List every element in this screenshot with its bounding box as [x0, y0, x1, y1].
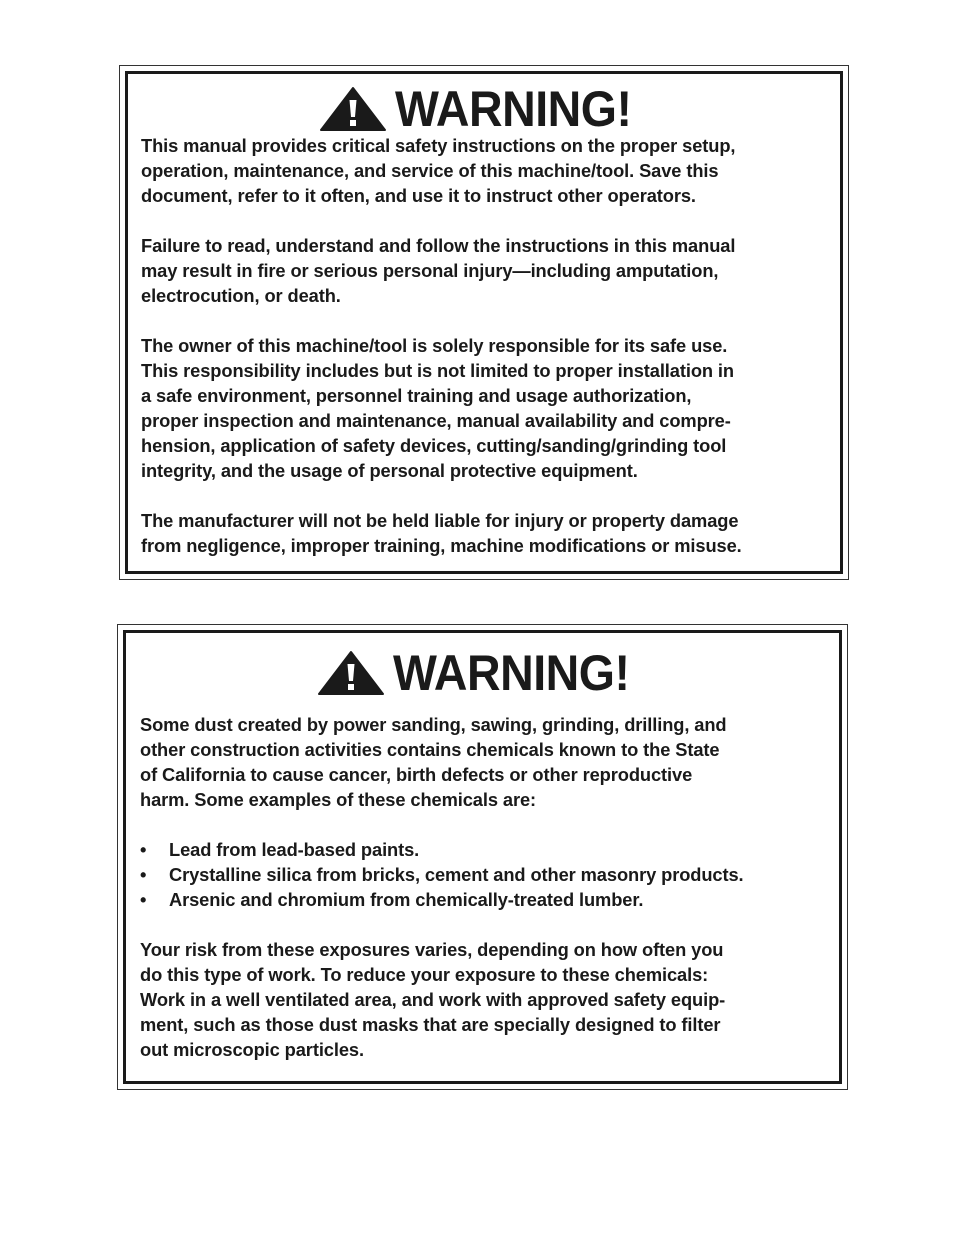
- text-line: from negligence, improper training, machine modifications or misuse.: [141, 535, 742, 556]
- bullet-icon: •: [140, 839, 147, 860]
- warning-triangle-icon: [319, 86, 387, 132]
- text-line: harm. Some examples of these chemicals are:: [140, 789, 537, 810]
- text-line: other construction activities contains chemicals known to the State: [140, 739, 720, 760]
- paragraph: [141, 508, 742, 558]
- text-line: Work in a well ventilated area, and work with approved safety equip-: [140, 989, 726, 1010]
- text-line: a safe environment, personnel training and usage authorization,: [141, 385, 692, 406]
- warning-heading-text: WARNING!: [394, 81, 632, 137]
- text-line: out microscopic particles.: [140, 1039, 364, 1060]
- text-line: of California to cause cancer, birth defects or other reproductive: [140, 764, 693, 785]
- warning-heading-text: WARNING!: [393, 645, 630, 701]
- list-item-text: Lead from lead-based paints.: [169, 839, 420, 860]
- paragraph: [140, 937, 744, 1062]
- list-item-text: Crystalline silica from bricks, cement and other masonry products.: [169, 864, 744, 885]
- text-line: operation, maintenance, and service of this machine/tool. Save this: [141, 160, 719, 181]
- warning-box-dust: [117, 624, 848, 1090]
- warning-box-manual: [119, 65, 849, 580]
- text-line: This responsibility includes but is not limited to proper installation in: [141, 360, 734, 381]
- text-line: electrocution, or death.: [141, 285, 341, 306]
- bullet-icon: •: [140, 864, 147, 885]
- paragraph: [141, 133, 742, 208]
- text-line: The owner of this machine/tool is solely responsible for its safe use.: [141, 335, 728, 356]
- text-line: integrity, and the usage of personal protective equipment.: [141, 460, 638, 481]
- text-line: Some dust created by power sanding, sawing, grinding, drilling, and: [140, 714, 727, 735]
- list-item-text: Arsenic and chromium from chemically-treated lumber.: [169, 889, 644, 910]
- text-line: The manufacturer will not be held liable for injury or property damage: [141, 510, 739, 531]
- paragraph: [141, 333, 742, 483]
- list-item: [140, 887, 744, 912]
- warning-triangle-icon: [317, 650, 385, 696]
- paragraph: [141, 233, 742, 308]
- warning-heading: [118, 643, 847, 703]
- bullet-icon: •: [140, 889, 147, 910]
- list-item: [140, 862, 744, 887]
- paragraph: [140, 712, 744, 812]
- chemical-list: [140, 837, 744, 912]
- text-line: do this type of work. To reduce your exposure to these chemicals:: [140, 964, 709, 985]
- text-line: proper inspection and maintenance, manual availability and compre-: [141, 410, 731, 431]
- warning-body: [140, 712, 744, 1062]
- text-line: Failure to read, understand and follow the instructions in this manual: [141, 235, 736, 256]
- text-line: document, refer to it often, and use it to instruct other operators.: [141, 185, 696, 206]
- text-line: ment, such as those dust masks that are specially designed to filter: [140, 1014, 721, 1035]
- text-line: This manual provides critical safety instructions on the proper setup,: [141, 135, 736, 156]
- text-line: Your risk from these exposures varies, depending on how often you: [140, 939, 724, 960]
- text-line: hension, application of safety devices, cutting/sanding/grinding tool: [141, 435, 727, 456]
- warning-heading: [120, 79, 848, 139]
- list-item: [140, 837, 744, 862]
- text-line: may result in fire or serious personal injury—including amputation,: [141, 260, 719, 281]
- warning-body: [141, 133, 742, 558]
